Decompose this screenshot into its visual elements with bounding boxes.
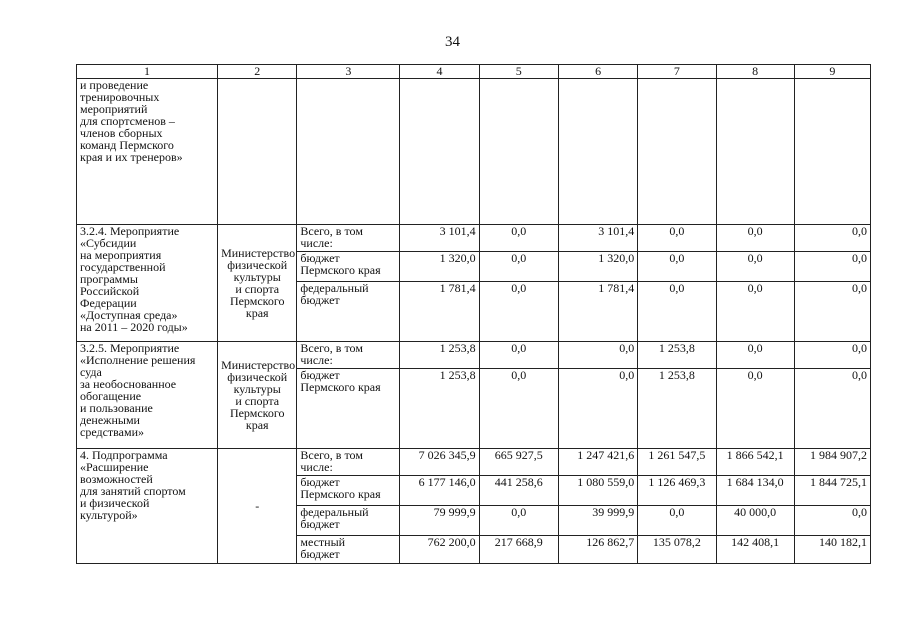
value-cell: 1 320,0: [558, 252, 637, 282]
budget-table: [76, 64, 871, 564]
value-cell: 217 668,9: [479, 536, 558, 564]
value-cell: 142 408,1: [716, 536, 794, 564]
value-cell: 0,0: [558, 369, 637, 449]
table-row: [77, 449, 871, 476]
value-cell: 1 253,8: [400, 369, 479, 449]
executor-cell: Министерство физической культуры и спорта Пермского края: [218, 342, 297, 449]
column-number-cell: 9: [794, 65, 870, 79]
empty-cell: [400, 79, 479, 225]
value-cell: 1 781,4: [558, 282, 637, 342]
funding-source-cell: бюджет Пермского края: [297, 369, 400, 449]
empty-cell: [297, 79, 400, 225]
empty-cell: [716, 79, 794, 225]
value-cell: 0,0: [794, 225, 870, 252]
value-cell: 1 253,8: [400, 342, 479, 369]
value-cell: 1 253,8: [638, 342, 716, 369]
funding-source-cell: Всего, в том числе:: [297, 342, 400, 369]
value-cell: 79 999,9: [400, 506, 479, 536]
column-number-cell: 4: [400, 65, 479, 79]
executor-cell: -: [218, 449, 297, 564]
value-cell: 126 862,7: [558, 536, 637, 564]
value-cell: 0,0: [716, 252, 794, 282]
value-cell: 665 927,5: [479, 449, 558, 476]
value-cell: 0,0: [479, 225, 558, 252]
value-cell: 0,0: [638, 506, 716, 536]
value-cell: 1 253,8: [638, 369, 716, 449]
activity-name-cell: 4. Подпрограмма «Расширение возможностей для занятий спортом и физической культурой»: [77, 449, 218, 564]
value-cell: 0,0: [638, 282, 716, 342]
activity-name-cell: и проведение тренировочных мероприятий для спортсменов – членов сборных команд Пермского края и их тренеров»: [77, 79, 218, 225]
value-cell: 0,0: [479, 369, 558, 449]
empty-cell: [794, 79, 870, 225]
value-cell: 441 258,6: [479, 476, 558, 506]
value-cell: 0,0: [716, 369, 794, 449]
value-cell: 1 126 469,3: [638, 476, 716, 506]
value-cell: 0,0: [558, 342, 637, 369]
value-cell: 0,0: [479, 506, 558, 536]
value-cell: 1 261 547,5: [638, 449, 716, 476]
column-number-cell: 3: [297, 65, 400, 79]
continuation-row: [77, 79, 871, 225]
empty-cell: [638, 79, 716, 225]
value-cell: 1 984 907,2: [794, 449, 870, 476]
column-number-cell: 1: [77, 65, 218, 79]
value-cell: 135 078,2: [638, 536, 716, 564]
funding-source-cell: бюджет Пермского края: [297, 476, 400, 506]
funding-source-cell: местный бюджет: [297, 536, 400, 564]
column-number-cell: 5: [479, 65, 558, 79]
value-cell: 40 000,0: [716, 506, 794, 536]
value-cell: 1 866 542,1: [716, 449, 794, 476]
column-number-cell: 2: [218, 65, 297, 79]
value-cell: 0,0: [794, 506, 870, 536]
value-cell: 3 101,4: [558, 225, 637, 252]
value-cell: 7 026 345,9: [400, 449, 479, 476]
value-cell: 0,0: [794, 282, 870, 342]
value-cell: 0,0: [479, 252, 558, 282]
value-cell: 3 101,4: [400, 225, 479, 252]
executor-cell: Министерство физической культуры и спорта Пермского края: [218, 225, 297, 342]
column-number-cell: 6: [558, 65, 637, 79]
column-number-cell: 8: [716, 65, 794, 79]
value-cell: 6 177 146,0: [400, 476, 479, 506]
value-cell: 0,0: [794, 252, 870, 282]
column-number-cell: 7: [638, 65, 716, 79]
value-cell: 0,0: [716, 282, 794, 342]
table-row: [77, 342, 871, 369]
empty-cell: [479, 79, 558, 225]
value-cell: 0,0: [716, 342, 794, 369]
value-cell: 39 999,9: [558, 506, 637, 536]
empty-cell: [558, 79, 637, 225]
column-number-row: [77, 65, 871, 79]
value-cell: 0,0: [638, 252, 716, 282]
activity-name-cell: 3.2.4. Мероприятие «Субсидии на мероприятия государственной программы Российской Федерации «Доступная среда» на 2011 – 2020 годы»: [77, 225, 218, 342]
table-row: [77, 225, 871, 252]
funding-source-cell: Всего, в том числе:: [297, 225, 400, 252]
value-cell: 0,0: [716, 225, 794, 252]
value-cell: 0,0: [479, 342, 558, 369]
value-cell: 1 684 134,0: [716, 476, 794, 506]
funding-source-cell: федеральный бюджет: [297, 506, 400, 536]
funding-source-cell: бюджет Пермского края: [297, 252, 400, 282]
empty-cell: [218, 79, 297, 225]
page-number: 34: [445, 34, 460, 50]
value-cell: 140 182,1: [794, 536, 870, 564]
value-cell: 1 247 421,6: [558, 449, 637, 476]
value-cell: 0,0: [479, 282, 558, 342]
funding-source-cell: федеральный бюджет: [297, 282, 400, 342]
funding-source-cell: Всего, в том числе:: [297, 449, 400, 476]
value-cell: 0,0: [794, 342, 870, 369]
value-cell: 1 781,4: [400, 282, 479, 342]
value-cell: 0,0: [794, 369, 870, 449]
value-cell: 1 080 559,0: [558, 476, 637, 506]
value-cell: 1 320,0: [400, 252, 479, 282]
activity-name-cell: 3.2.5. Мероприятие «Исполнение решения суда за необоснованное обогащение и пользование денежными средствами»: [77, 342, 218, 449]
value-cell: 0,0: [638, 225, 716, 252]
value-cell: 1 844 725,1: [794, 476, 870, 506]
value-cell: 762 200,0: [400, 536, 479, 564]
